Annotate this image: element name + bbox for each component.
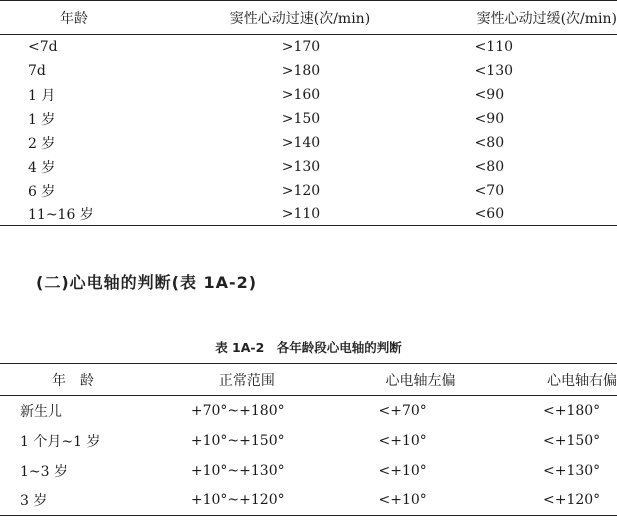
cell-left-deviation: <+10° — [378, 462, 427, 479]
cell-age: 1~3 岁 — [20, 463, 68, 480]
table-row — [0, 426, 617, 456]
cell-bradycardia: <130 — [474, 62, 514, 79]
header-tachycardia: 窦性心动过速(次/min) — [194, 1, 475, 35]
cell-right-deviation: <+180° — [543, 402, 601, 419]
cell-age: 4 岁 — [28, 159, 56, 176]
cell-age: 1 岁 — [28, 111, 56, 128]
cell-tachycardia: >150 — [281, 110, 321, 127]
cell-left-deviation: <+10° — [378, 432, 427, 449]
cell-bradycardia: <70 — [474, 182, 505, 199]
table-row — [0, 83, 617, 107]
table-row — [0, 107, 617, 131]
header-left-deviation: 心电轴左偏 — [353, 364, 511, 396]
header-right-deviation: 心电轴右偏 — [511, 364, 617, 396]
cell-bradycardia: <90 — [474, 86, 505, 103]
header-normal-range: 正常范围 — [171, 364, 354, 396]
table-header-row — [0, 364, 617, 396]
cell-age: 11~16 岁 — [0, 203, 194, 226]
cell-normal-range: +10°~+150° — [190, 432, 285, 449]
cell-tachycardia: >140 — [281, 134, 321, 151]
cell-bradycardia: <80 — [474, 158, 505, 175]
cell-tachycardia: >160 — [281, 86, 321, 103]
header-age: 年龄 — [0, 1, 194, 35]
cell-age: 3 岁 — [0, 486, 171, 516]
table-row — [0, 456, 617, 486]
table-row — [0, 131, 617, 155]
cell-age: 1 月 — [28, 87, 56, 104]
table-row — [0, 59, 617, 83]
cell-age: 1 个月~1 岁 — [20, 433, 101, 450]
table-caption: 表 1A-2 各年龄段心电轴的判断 — [215, 340, 402, 355]
cell-left-deviation: <+70° — [378, 402, 427, 419]
cell-age: 7d — [28, 62, 46, 79]
cell-left-deviation: <+10° — [353, 486, 511, 516]
table-row — [0, 203, 617, 226]
cell-right-deviation: <+130° — [543, 462, 601, 479]
cell-right-deviation: <+120° — [511, 486, 617, 516]
axis-table — [0, 363, 617, 516]
cell-age: <7d — [28, 38, 58, 55]
table-row — [0, 179, 617, 203]
cell-bradycardia: <90 — [474, 110, 505, 127]
cell-age: 6 岁 — [28, 183, 56, 200]
cell-tachycardia: >120 — [281, 182, 321, 199]
table-row — [0, 486, 617, 516]
cell-bradycardia: <60 — [475, 203, 617, 226]
cell-age: 新生儿 — [20, 403, 62, 420]
table-header-row — [0, 1, 617, 35]
cell-tachycardia: >130 — [281, 158, 321, 175]
cell-tachycardia: >110 — [194, 203, 475, 226]
table-row — [0, 155, 617, 179]
cell-normal-range: +70°~+180° — [190, 402, 285, 419]
header-age: 年 龄 — [0, 364, 171, 396]
heart-rate-table — [0, 0, 617, 226]
cell-tachycardia: >170 — [281, 38, 321, 55]
table-row — [0, 396, 617, 426]
table-row — [0, 35, 617, 59]
cell-age: 2 岁 — [28, 135, 56, 152]
cell-normal-range: +10°~+130° — [190, 462, 285, 479]
cell-tachycardia: >180 — [281, 62, 321, 79]
cell-bradycardia: <80 — [474, 134, 505, 151]
cell-bradycardia: <110 — [474, 38, 514, 55]
cell-right-deviation: <+150° — [543, 432, 601, 449]
header-bradycardia: 窦性心动过缓(次/min) — [475, 1, 617, 35]
section-heading: (二)心电轴的判断(表 1A-2) — [36, 273, 258, 292]
cell-normal-range: +10°~+120° — [171, 486, 354, 516]
